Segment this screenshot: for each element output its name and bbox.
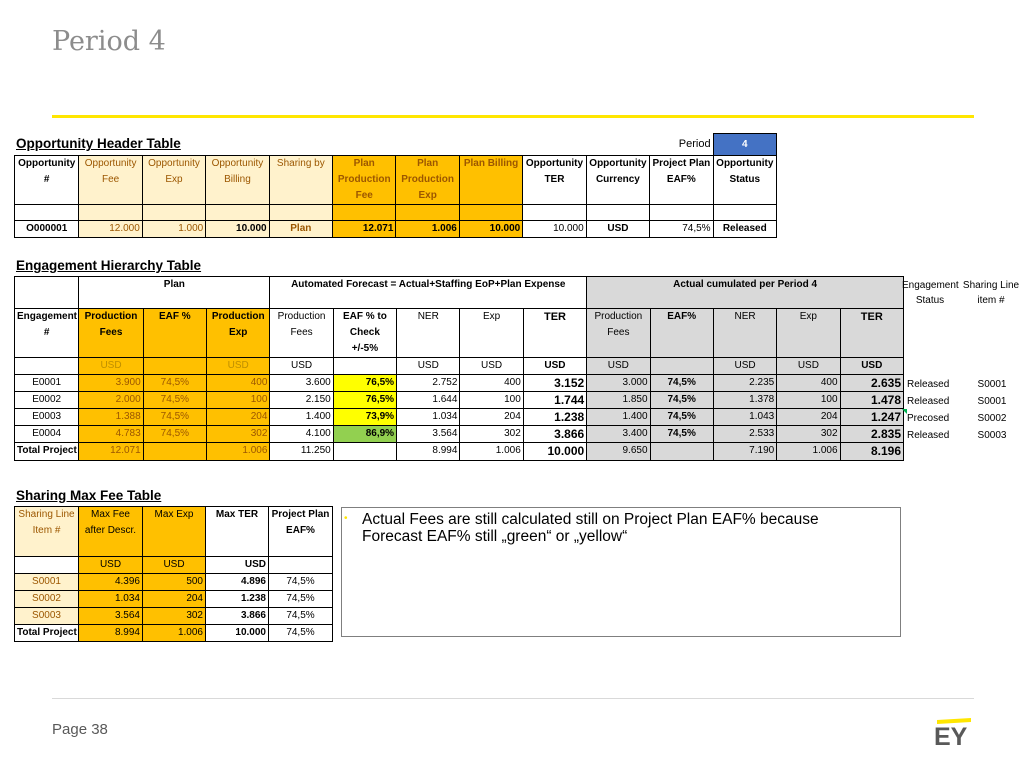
unit-cell: USD [523, 358, 586, 375]
table-cell: 204 [460, 409, 523, 426]
col-header: Opportunity # [15, 156, 79, 205]
unit-cell: USD [713, 358, 776, 375]
unit-cell: USD [777, 358, 840, 375]
table-cell: 100 [207, 392, 270, 409]
col-header: Project Plan EAF% [650, 156, 713, 205]
table-cell: 302 [460, 426, 523, 443]
col-header: Opportunity Exp [142, 156, 205, 205]
col-header: Opportunity TER [523, 156, 586, 205]
ey-logo-icon [933, 718, 973, 751]
table-cell: 8.196 [840, 443, 903, 461]
table-cell: 8.994 [79, 625, 143, 642]
sharing-line-id: S0001 [977, 379, 1007, 390]
unit-cell: USD [270, 358, 333, 375]
col-header: EAF % [143, 309, 206, 358]
table-cell: Total Project [15, 625, 79, 642]
table-cell: 10.000 [459, 221, 522, 238]
ey-logo-mark [933, 718, 973, 746]
col-header: TER [523, 309, 586, 358]
table-cell: 1.043 [713, 409, 776, 426]
col-header: Plan Production Exp [396, 156, 459, 205]
table-cell: 204 [207, 409, 270, 426]
footer-divider [52, 698, 974, 699]
table-cell: E0003 [15, 409, 79, 426]
table-cell: S0002 [15, 591, 79, 608]
table-cell: 302 [777, 426, 840, 443]
table-cell: 10.000 [206, 221, 269, 238]
table-cell: 1.400 [270, 409, 333, 426]
table-cell: 10.000 [206, 625, 269, 642]
table-cell: 74,5% [650, 392, 713, 409]
group-header-actual: Actual cumulated per Period 4 [587, 277, 904, 309]
table-cell: 2.000 [79, 392, 143, 409]
table-cell: 12.071 [333, 221, 396, 238]
period-label: Period [678, 138, 711, 151]
table-cell: 1.238 [523, 409, 586, 426]
col-header: Opportunity Status [713, 156, 776, 205]
table-cell: Released [713, 221, 776, 238]
table-cell: 4.100 [270, 426, 333, 443]
col-header: Opportunity Currency [586, 156, 650, 205]
table-cell: E0004 [15, 426, 79, 443]
table-cell: 74,5% [269, 591, 333, 608]
engagement-table-title: Engagement Hierarchy Table [16, 258, 202, 273]
opportunity-header-table [14, 133, 777, 238]
table-cell: 4.783 [79, 426, 143, 443]
col-header: Plan Billing [459, 156, 522, 205]
table-cell: 74,5% [650, 221, 713, 238]
table-cell: 302 [143, 608, 206, 625]
table-cell: 1.006 [207, 443, 270, 461]
table-cell: S0003 [15, 608, 79, 625]
table-cell: 4.396 [79, 574, 143, 591]
table-cell: 1.006 [143, 625, 206, 642]
svg-text:EY: EY [934, 723, 968, 746]
table-cell: 1.247 [840, 409, 903, 426]
table-cell: 74,5% [269, 574, 333, 591]
table-cell: 1.744 [523, 392, 586, 409]
table-cell: 2.235 [713, 375, 776, 392]
table-cell: 3.564 [79, 608, 143, 625]
table-cell: 1.644 [397, 392, 460, 409]
table-cell: 1.388 [79, 409, 143, 426]
table-cell: 1.006 [396, 221, 459, 238]
engagement-status-list [902, 376, 1022, 444]
table-cell: 400 [207, 375, 270, 392]
table-cell: 3.866 [523, 426, 586, 443]
table-cell: 74,5% [269, 608, 333, 625]
table-cell: 74,5% [650, 426, 713, 443]
table-cell: 3.152 [523, 375, 586, 392]
table-cell: 73,9% [333, 409, 396, 426]
table-cell: 3.600 [270, 375, 333, 392]
table-cell: 12.071 [79, 443, 143, 461]
table-cell: 4.896 [206, 574, 269, 591]
table-cell: 1.238 [206, 591, 269, 608]
table-cell: 3.866 [206, 608, 269, 625]
unit-cell: USD [79, 358, 143, 375]
unit-cell: USD [397, 358, 460, 375]
sharing-line-id: S0002 [977, 413, 1007, 424]
table-cell: 1.378 [713, 392, 776, 409]
table-cell: 76,5% [333, 375, 396, 392]
table-cell: 74,5% [269, 625, 333, 642]
col-header: Opportunity Billing [206, 156, 269, 205]
page-number: Page 38 [52, 721, 108, 738]
engagement-hierarchy-table [14, 276, 904, 461]
engagement-status: Released [907, 396, 950, 407]
note-text: Actual Fees are still calculated still on Project Plan EAF% because Forecast EAF% still „green“ or „yellow“ [362, 511, 819, 545]
unit-cell: USD [587, 358, 650, 375]
unit-cell: USD [207, 358, 270, 375]
col-header: NER [397, 309, 460, 358]
table-cell: 2.635 [840, 375, 903, 392]
comment-marker-icon [902, 409, 907, 414]
table-cell: 74,5% [650, 409, 713, 426]
col-header: Engagement # [15, 309, 79, 358]
sharing-line-id: S0001 [977, 396, 1007, 407]
col-header: Production Fees [79, 309, 143, 358]
table-cell: 3.000 [587, 375, 650, 392]
table-cell: 204 [777, 409, 840, 426]
table-cell: 500 [143, 574, 206, 591]
slide-title: Period 4 [52, 26, 166, 57]
opportunity-table-title: Opportunity Header Table [16, 136, 181, 151]
table-cell: 10.000 [523, 221, 586, 238]
engagement-status: Released [907, 379, 950, 390]
col-header: Project Plan EAF% [269, 507, 333, 557]
table-cell: USD [586, 221, 650, 238]
col-header: Exp [777, 309, 840, 358]
table-cell: 3.400 [587, 426, 650, 443]
col-header: EAF % to Check +/-5% [333, 309, 396, 358]
table-cell: 86,9% [333, 426, 396, 443]
col-header: Sharing Line Item # [15, 507, 79, 557]
table-cell: 100 [460, 392, 523, 409]
engagement-status-header: Engagement Status [902, 280, 959, 306]
unit-cell: USD [460, 358, 523, 375]
table-cell: E0002 [15, 392, 79, 409]
table-cell: 400 [777, 375, 840, 392]
col-header: NER [713, 309, 776, 358]
table-cell: 74,5% [650, 375, 713, 392]
engagement-status: Precosed [907, 413, 950, 424]
col-header: Production Fees [587, 309, 650, 358]
col-header: Max Exp [143, 507, 206, 557]
table-cell: 3.564 [397, 426, 460, 443]
table-cell: 74,5% [143, 409, 206, 426]
table-cell: 3.900 [79, 375, 143, 392]
col-header: Production Exp [207, 309, 270, 358]
table-cell: 1.478 [840, 392, 903, 409]
table-cell: 2.752 [397, 375, 460, 392]
table-cell: Plan [269, 221, 332, 238]
table-cell: 11.250 [270, 443, 333, 461]
table-cell: 400 [460, 375, 523, 392]
col-header: Opportunity Fee [79, 156, 142, 205]
col-header: Plan Production Fee [333, 156, 396, 205]
title-divider [52, 115, 974, 118]
table-cell: 7.190 [713, 443, 776, 461]
table-cell: 74,5% [143, 426, 206, 443]
sharing-max-fee-table [14, 506, 333, 642]
col-header: TER [840, 309, 903, 358]
unit-cell: USD [79, 557, 143, 574]
period-value: 4 [713, 134, 776, 156]
table-cell: 100 [777, 392, 840, 409]
table-cell: 1.006 [460, 443, 523, 461]
table-cell: 1.400 [587, 409, 650, 426]
table-cell: O000001 [15, 221, 79, 238]
unit-cell: USD [206, 557, 269, 574]
table-cell: 12.000 [79, 221, 142, 238]
table-cell: 1.034 [397, 409, 460, 426]
engagement-status: Released [907, 430, 950, 441]
table-cell: E0001 [15, 375, 79, 392]
table-cell: 204 [143, 591, 206, 608]
col-header: Sharing by [269, 156, 332, 205]
table-cell: 1.006 [777, 443, 840, 461]
table-cell: 2.150 [270, 392, 333, 409]
sharing-line-id: S0003 [977, 430, 1007, 441]
table-cell: 10.000 [523, 443, 586, 461]
table-cell: S0001 [15, 574, 79, 591]
table-cell: 302 [207, 426, 270, 443]
table-cell: 2.835 [840, 426, 903, 443]
table-cell: 1.034 [79, 591, 143, 608]
table-cell: 74,5% [143, 375, 206, 392]
unit-cell: USD [143, 557, 206, 574]
table-cell: 76,5% [333, 392, 396, 409]
group-header-plan: Plan [79, 277, 270, 309]
table-cell: 9.650 [587, 443, 650, 461]
col-header: Max Fee after Descr. [79, 507, 143, 557]
col-header: EAF% [650, 309, 713, 358]
table-cell: 2.533 [713, 426, 776, 443]
table-cell: 1.000 [142, 221, 205, 238]
sharing-line-header: Sharing Line item # [962, 280, 1020, 306]
col-header: Exp [460, 309, 523, 358]
col-header: Max TER [206, 507, 269, 557]
bullet-icon: • [344, 513, 348, 524]
sharing-table-title: Sharing Max Fee Table [16, 488, 162, 503]
table-cell: 8.994 [397, 443, 460, 461]
table-cell: 1.850 [587, 392, 650, 409]
table-cell: 74,5% [143, 392, 206, 409]
col-header: Production Fees [270, 309, 333, 358]
group-header-forecast: Automated Forecast = Actual+Staffing EoP+Plan Expense [270, 277, 587, 309]
unit-cell: USD [840, 358, 903, 375]
table-cell: Total Project [15, 443, 79, 461]
